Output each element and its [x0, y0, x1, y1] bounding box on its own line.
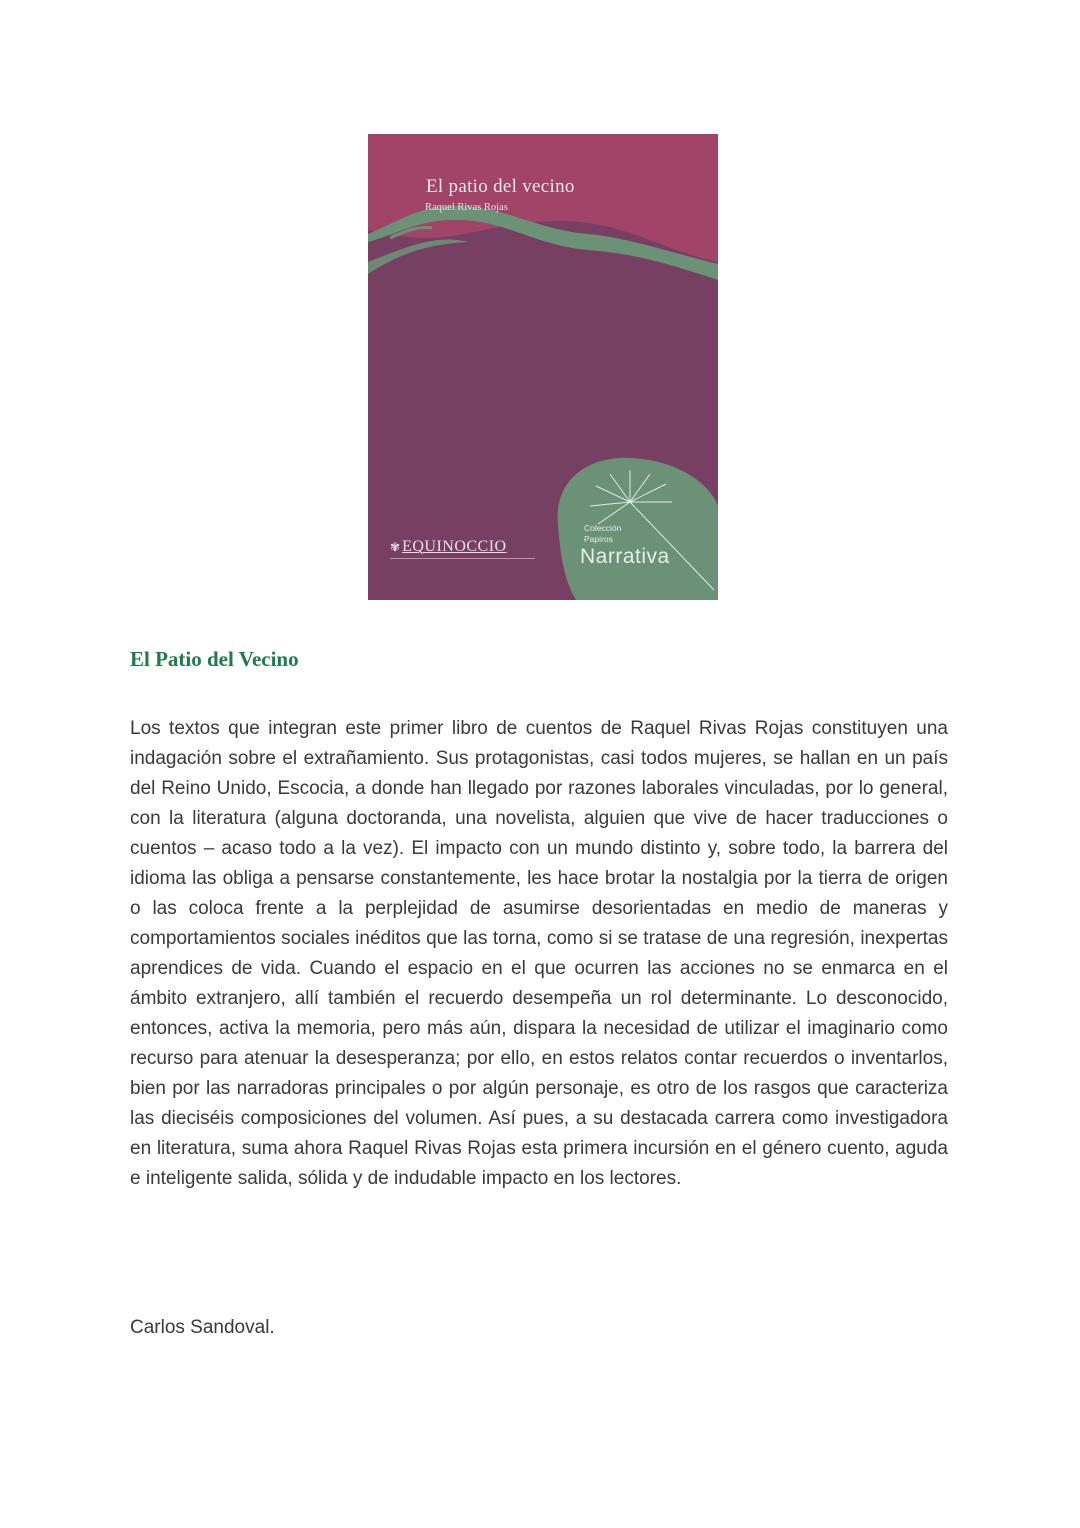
collection-line-1: Colección: [584, 523, 622, 533]
author-signature: Carlos Sandoval.: [130, 1317, 275, 1338]
publisher-logo: [390, 538, 507, 556]
publisher-subline: [390, 558, 535, 562]
publisher-mark-icon: ✾: [390, 540, 401, 554]
collection-line-2: Papiros: [584, 534, 613, 544]
cover-artwork: [368, 134, 718, 600]
review-paragraph: Los textos que integran este primer libro de cuentos de Raquel Rivas Rojas constituyen una indagación sobre el extrañamiento. Sus protagonistas, casi todos mujeres, se hallan en un país del Reino Unido, Escocia, a donde han llegado por razones laborales vinculadas, por lo general, con la literatura (alguna doctoranda, una novelista, alguien que vive de hacer traducciones o cuentos – acaso todo a la vez). El impacto con un mundo distinto y, sobre todo, la barrera del idioma las obliga a pensarse constantemente, les hace brotar la nostalgia por la tierra de origen o las coloca frente a la perplejidad de asumirse desorientadas en medio de maneras y comportamientos sociales inéditos que las torna, como si se tratase de una regresión, inexpertas aprendices de vida. Cuando el espacio en el que ocurren las acciones no se enmarca en el ámbito extranjero, allí también el recuerdo desempeña un rol determinante. Lo desconocido, entonces, activa la memoria, pero más aún, dispara la necesidad de utilizar el imaginario como recurso para atenuar la desesperanza; por ello, en estos relatos contar recuerdos o inventarlos, bien por las narradoras principales o por algún personaje, es otro de los rasgos que caracteriza las dieciséis composiciones del volumen. Así pues, a su destacada carrera como investigadora en literatura, suma ahora Raquel Rivas Rojas esta primera incursión en el género cuento, aguda e inteligente salida, sólida y de indudable impacto en los lectores.: [130, 718, 948, 1189]
publisher-name: EQUINOCCIO: [402, 538, 507, 555]
book-cover-image: [368, 134, 718, 600]
collection-name: Narrativa: [580, 545, 670, 568]
cover-title: El patio del vecino: [426, 176, 575, 197]
cover-author: Raquel Rivas Rojas: [425, 202, 508, 213]
collection-label: [584, 523, 621, 545]
page-title: El Patio del Vecino: [130, 647, 299, 671]
